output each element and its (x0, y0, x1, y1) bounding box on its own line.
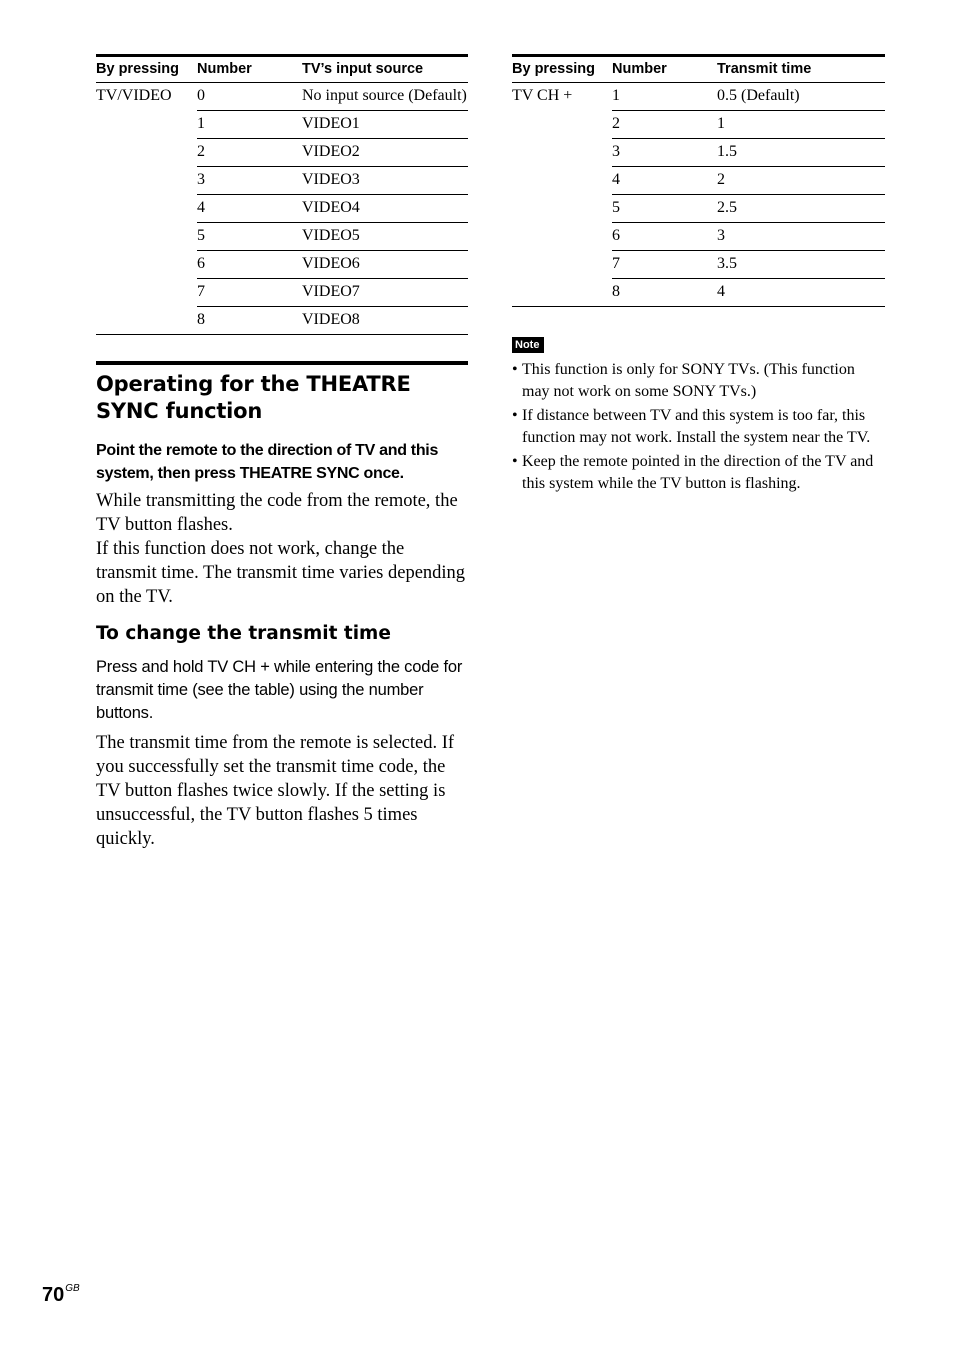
table-cell: 5 (612, 195, 717, 223)
table-row (96, 307, 468, 335)
table-cell: 1 (612, 83, 717, 111)
table-cell (512, 139, 612, 167)
instruction-text: Press and hold TV CH + while entering the code for transmit time (see the table) using the number buttons. (96, 658, 463, 722)
table-row (512, 251, 885, 279)
table-cell: VIDEO4 (302, 195, 468, 223)
right-column (512, 54, 885, 497)
note-list (512, 359, 885, 494)
table-cell: 3 (612, 139, 717, 167)
table-cell: 2 (717, 167, 885, 195)
input-source-table (96, 54, 468, 335)
page-number-value: 70 (42, 1284, 65, 1306)
column-header: TV’s input source (302, 56, 468, 83)
table-cell (96, 111, 197, 139)
table-cell: 4 (717, 279, 885, 307)
table-cell: 1 (197, 111, 302, 139)
column-header: By pressing (96, 56, 197, 83)
table-cell (512, 279, 612, 307)
table-row (512, 195, 885, 223)
table-row (96, 279, 468, 307)
table-cell (96, 139, 197, 167)
body-paragraph: The transmit time from the remote is selected. If you successfully set the transmit time code, the TV button flashes twice slowly. If the setting is unsuccessful, the TV button flashes 5 times quickly. (96, 733, 455, 849)
section-heading: Operating for the THEATRE SYNC function (96, 361, 468, 425)
table-cell: No input source (Default) (302, 83, 468, 111)
note-item: • Keep the remote pointed in the direction of the TV and this system while the TV button is flashing. (512, 451, 885, 494)
left-column (96, 54, 468, 851)
table-cell: 4 (612, 167, 717, 195)
table-cell (512, 195, 612, 223)
table-row (96, 223, 468, 251)
table-header-row (512, 56, 885, 83)
table-cell: 8 (197, 307, 302, 335)
table-cell: TV/VIDEO (96, 87, 172, 104)
table-cell (96, 279, 197, 307)
table-cell: 5 (197, 223, 302, 251)
page-locale-suffix: GB (65, 1283, 80, 1294)
table-cell: VIDEO6 (302, 251, 468, 279)
page-number (42, 1284, 80, 1307)
table-row (512, 83, 885, 111)
table-cell (512, 167, 612, 195)
body-paragraph: While transmitting the code from the remote, the TV button flashes. (96, 491, 458, 535)
table-cell: 1.5 (717, 139, 885, 167)
table-cell: 0.5 (Default) (717, 83, 885, 111)
table-cell: 2 (197, 139, 302, 167)
table-row (96, 195, 468, 223)
table-row (96, 83, 468, 111)
table-cell (96, 251, 197, 279)
table-cell: 6 (197, 251, 302, 279)
lead-instruction: Point the remote to the direction of TV and this system, then press THEATRE SYNC once. (96, 442, 439, 482)
table-row (96, 251, 468, 279)
subsection-heading: To change the transmit time (96, 623, 391, 644)
table-cell: VIDEO8 (302, 307, 468, 335)
table-row (512, 139, 885, 167)
table-cell (96, 223, 197, 251)
table-row (512, 111, 885, 139)
column-header: By pressing (512, 56, 612, 83)
column-header: Number (197, 56, 302, 83)
table-row (96, 167, 468, 195)
table-cell (512, 251, 612, 279)
table-cell: 3.5 (717, 251, 885, 279)
table-cell: 3 (197, 167, 302, 195)
note-item: • This function is only for SONY TVs. (This function may not work on some SONY TVs.) (512, 359, 885, 402)
note-badge: Note (512, 337, 544, 353)
table-cell (96, 195, 197, 223)
table-cell: VIDEO3 (302, 167, 468, 195)
table-cell (512, 111, 612, 139)
table-cell: VIDEO5 (302, 223, 468, 251)
table-row (512, 223, 885, 251)
table-cell: 2 (612, 111, 717, 139)
table-header-row (96, 56, 468, 83)
table-cell: 3 (717, 223, 885, 251)
table-cell (512, 223, 612, 251)
table-cell: VIDEO7 (302, 279, 468, 307)
table-cell: 2.5 (717, 195, 885, 223)
table-cell: VIDEO1 (302, 111, 468, 139)
table-cell: 0 (197, 83, 302, 111)
column-header: Number (612, 56, 717, 83)
table-row (512, 167, 885, 195)
transmit-time-table (512, 54, 885, 307)
table-cell: 6 (612, 223, 717, 251)
table-row (512, 279, 885, 307)
table-cell (96, 167, 197, 195)
table-cell: 7 (197, 279, 302, 307)
column-header: Transmit time (717, 56, 885, 83)
table-row (96, 139, 468, 167)
table-cell (96, 307, 197, 335)
table-cell: TV CH + (512, 87, 573, 104)
note-item: • If distance between TV and this system is too far, this function may not work. Install the system near the TV. (512, 405, 885, 448)
table-row (96, 111, 468, 139)
table-cell: 1 (717, 111, 885, 139)
table-cell: 8 (612, 279, 717, 307)
table-cell: VIDEO2 (302, 139, 468, 167)
table-cell: 7 (612, 251, 717, 279)
body-paragraph: If this function does not work, change the transmit time. The transmit time varies depending on the TV. (96, 539, 466, 607)
table-cell: 4 (197, 195, 302, 223)
